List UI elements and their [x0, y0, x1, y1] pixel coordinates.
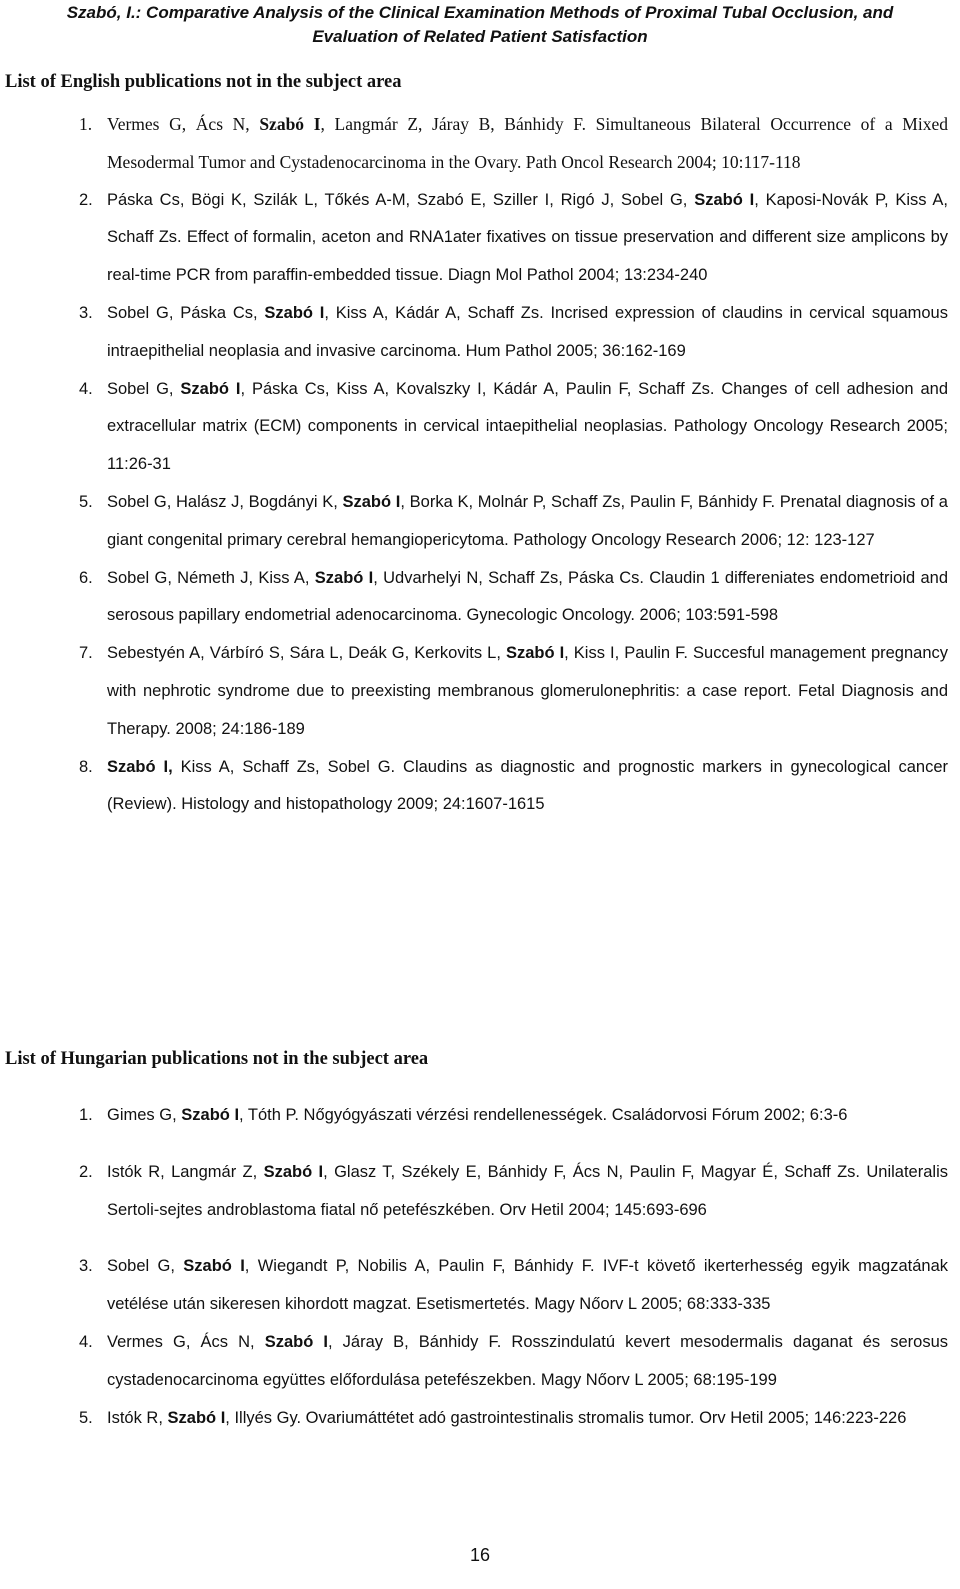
item-citation: , Kaposi-Novák P, Kiss A, Schaff Zs. Effect of formalin, aceton and RNA1ater fixatives on tissue preservation and different size amplicons by real-time PCR from paraffin-embedded tissue. Diagn Mol Pathol 2004; 13:234-240 [107, 190, 948, 285]
author-highlight: Szabó I [264, 1332, 328, 1351]
author-highlight: Szabó I [314, 568, 374, 587]
item-authors-pre: Vermes G, Ács N, [107, 114, 260, 134]
item-number: 8. [79, 757, 93, 776]
publication-item [0, 560, 960, 636]
publication-item [0, 106, 960, 182]
page-number: 16 [469, 1545, 491, 1565]
publication-item [0, 635, 960, 748]
item-citation: , Kiss I, Paulin F. Succesful management pregnancy with nephrotic syndrome due to preexisting membranous glomerulonephritis: a case report. Fetal Diagnosis and Therapy. 2008; 24:186-189 [107, 644, 948, 738]
author-highlight: Szabó I, [107, 757, 173, 776]
publication-item [0, 1400, 960, 1438]
section-title-english: List of English publications not in the subject area [5, 72, 402, 92]
item-citation: , Wiegandt P, Nobilis A, Paulin F, Bánhidy F. IVF-t követő ikerterhesség egyik magzatának vetélése után sikeresen kihordott magzat. Esetismertetés. Magy Nőorv L 2005; 68:333-335 [107, 1257, 948, 1314]
item-number: 7. [79, 644, 93, 663]
item-citation: , Tóth P. Nőgyógyászati vérzési rendellenességek. Családorvosi Fórum 2002; 6:3-6 [239, 1106, 848, 1124]
author-highlight: Szabó I [181, 1106, 240, 1124]
item-authors-pre: Sebestyén A, Várbíró S, Sára L, Deák G, Kerkovits L, [107, 644, 506, 663]
publication-item [0, 749, 960, 825]
item-authors-pre: Sobel G, [107, 1257, 184, 1276]
header-line-1: Szabó, I.: Comparative Analysis of the Clinical Examination Methods of Proximal Tubal Occlusion, and [66, 3, 894, 22]
author-highlight: Szabó I [694, 190, 755, 209]
author-highlight: Szabó I [505, 644, 565, 663]
item-number: 2. [79, 190, 93, 209]
item-citation: , Illyés Gy. Ovariumáttétet adó gastrointestinalis stromalis tumor. Orv Hetil 2005; 146:223-226 [225, 1408, 907, 1427]
publication-item [0, 1324, 960, 1400]
item-number: 5. [79, 1408, 93, 1427]
author-highlight: Szabó I [263, 1162, 324, 1181]
item-number: 6. [79, 568, 93, 587]
item-authors-pre: Gimes G, [107, 1106, 182, 1124]
item-citation: Kiss A, Schaff Zs, Sobel G. Claudins as diagnostic and prognostic markers in gynecological cancer (Review). Histology and histopathology 2009; 24:1607-1615 [107, 757, 948, 814]
item-citation: , Glasz T, Székely E, Bánhidy F, Ács N, Paulin F, Magyar É, Schaff Zs. Unilateralis Sertoli-sejtes androblastoma fiatal nő petefészkében. Orv Hetil 2004; 145:693-696 [107, 1162, 948, 1219]
item-number: 4. [79, 1332, 93, 1351]
item-authors-pre: Páska Cs, Bögi K, Szilák L, Tőkés A-M, Szabó E, Sziller I, Rigó J, Sobel G, [107, 190, 695, 209]
publication-item [0, 1154, 960, 1230]
item-number: 1. [79, 1106, 93, 1124]
publication-item [0, 371, 960, 484]
item-authors-pre: Istók R, [107, 1408, 168, 1427]
header-line-2: Evaluation of Related Patient Satisfaction [312, 27, 648, 46]
item-authors-pre: Istók R, Langmár Z, [107, 1162, 264, 1181]
item-citation: , Langmár Z, Járay B, Bánhidy F. Simultaneous Bilateral Occurrence of a Mixed Mesodermal Tumor and Cystadenocarcinoma in the Ovary. Path Oncol Research 2004; 10:117-118 [107, 114, 948, 172]
publication-item [0, 1248, 960, 1324]
english-publication-list [0, 106, 960, 824]
author-highlight: Szabó I [180, 379, 241, 398]
section-title-hungarian: List of Hungarian publications not in the subject area [5, 1049, 429, 1069]
publication-item [0, 484, 960, 560]
publication-item [0, 295, 960, 371]
author-highlight: Szabó I [342, 492, 401, 511]
item-citation: , Páska Cs, Kiss A, Kovalszky I, Kádár A, Paulin F, Schaff Zs. Changes of cell adhesion and extracellular matrix (ECM) components in cervical intaepithelial neoplasias. Pathology Oncology Research 2005; 11:26-31 [107, 379, 948, 474]
item-authors-pre: Sobel G, Páska Cs, [107, 303, 265, 322]
publication-item [0, 1097, 960, 1135]
item-number: 5. [79, 492, 93, 511]
item-citation: , Járay B, Bánhidy F. Rosszindulatú kevert mesodermalis daganat és serosus cystadenocarcinoma együttes előfordulása petefészekben. Magy Nőorv L 2005; 68:195-199 [107, 1332, 948, 1389]
hungarian-publication-list [0, 1097, 960, 1437]
item-number: 4. [79, 379, 93, 398]
item-authors-pre: Sobel G, Németh J, Kiss A, [107, 568, 315, 587]
author-highlight: Szabó I [167, 1408, 226, 1427]
author-highlight: Szabó I [259, 114, 321, 134]
item-number: 2. [79, 1162, 93, 1181]
item-citation: , Borka K, Molnár P, Schaff Zs, Paulin F, Bánhidy F. Prenatal diagnosis of a giant congenital primary cerebral hemangiopericytoma. Pathology Oncology Research 2006; 12: 123-127 [107, 492, 948, 549]
item-authors-pre: Sobel G, [107, 379, 181, 398]
publication-item [0, 182, 960, 295]
item-number: 3. [79, 303, 93, 322]
item-citation: , Udvarhelyi N, Schaff Zs, Páska Cs. Claudin 1 differeniates endometrioid and serosous papillary endometrial adenocarcinoma. Gynecologic Oncology. 2006; 103:591-598 [107, 568, 948, 625]
item-number: 3. [79, 1257, 93, 1276]
item-authors-pre: Vermes G, Ács N, [107, 1332, 265, 1351]
author-highlight: Szabó I [183, 1257, 245, 1276]
item-citation: , Kiss A, Kádár A, Schaff Zs. Incrised expression of claudins in cervical squamous intraepithelial neoplasia and invasive carcinoma. Hum Pathol 2005; 36:162-169 [107, 303, 948, 360]
item-number: 1. [79, 114, 93, 134]
item-authors-pre: Sobel G, Halász J, Bogdányi K, [107, 492, 343, 511]
author-highlight: Szabó I [264, 303, 325, 322]
